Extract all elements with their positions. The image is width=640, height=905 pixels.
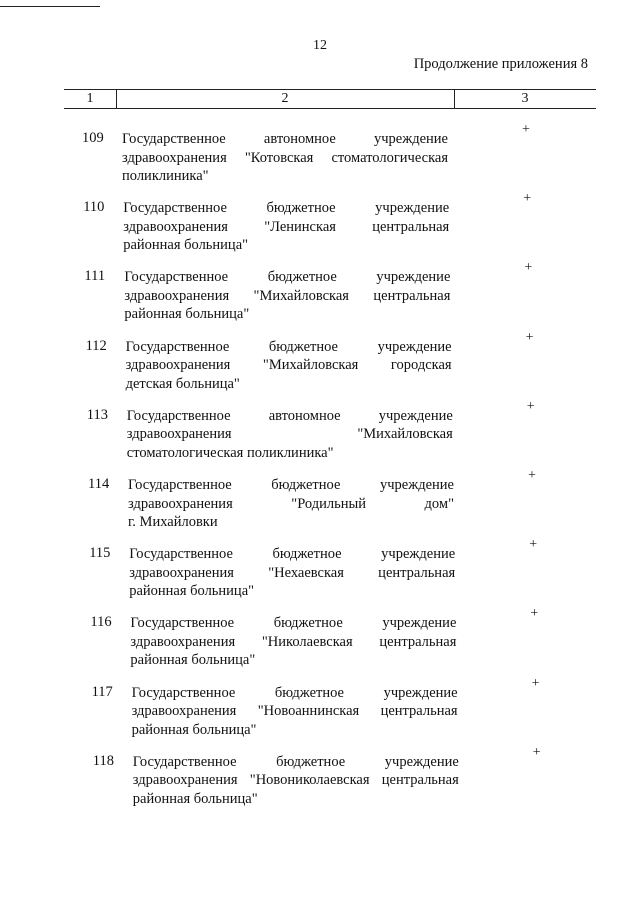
- institution-name-line: здравоохранения "Нехаевская центральная: [129, 564, 456, 581]
- row-number: 112: [85, 337, 107, 354]
- header-top-border: [64, 89, 596, 90]
- institution-name-line: Государственное бюджетное учреждение: [125, 338, 452, 355]
- institution-name-line: районная больница": [131, 721, 257, 738]
- table-row: [11, 744, 640, 813]
- institution-name-line: здравоохранения "Николаевская центральная: [130, 633, 457, 650]
- table-row: [6, 468, 640, 536]
- institution-name-line: здравоохранения "Новониколаевская центральная: [132, 772, 459, 789]
- row-number: 109: [82, 130, 104, 146]
- institution-name-line: поликлиника": [122, 168, 209, 184]
- institution-name-line: районная больница": [129, 583, 255, 600]
- institution-name-line: Государственное бюджетное учреждение: [130, 615, 457, 632]
- table-row: [10, 675, 640, 744]
- institution-name-line: г. Михайловки: [128, 514, 218, 530]
- institution-name-line: Государственное бюджетное учреждение: [131, 684, 458, 701]
- row-number: 113: [86, 406, 109, 423]
- institution-name-line: Государственное бюджетное учреждение: [123, 200, 450, 217]
- table-row: [2, 260, 640, 328]
- table-row: [7, 537, 640, 605]
- institution-name-line: здравоохранения "Михайловская центральная: [124, 287, 451, 304]
- institution-name-line: Государственное бюджетное учреждение: [129, 546, 456, 563]
- table-row: [1, 191, 640, 259]
- header-col-1: 1: [86, 91, 94, 106]
- institution-name-line: здравоохранения "Новоаннинская центральная: [131, 703, 458, 720]
- institution-name-line: детская больница": [125, 375, 240, 392]
- row-number: 116: [90, 614, 112, 631]
- inclusion-mark: +: [529, 537, 538, 553]
- institution-name: [122, 130, 448, 186]
- header-col-3: 3: [521, 91, 529, 106]
- row-number: 114: [88, 476, 110, 492]
- institution-name-line: районная больница": [123, 237, 249, 254]
- corner-rule: [0, 6, 100, 7]
- institution-name-line: районная больница": [130, 652, 256, 669]
- inclusion-mark: +: [531, 675, 540, 691]
- institution-name-line: Государственное бюджетное учреждение: [132, 753, 459, 770]
- institution-name: [128, 476, 454, 532]
- inclusion-mark: +: [528, 468, 536, 483]
- inclusion-mark: +: [530, 606, 539, 622]
- institution-name-line: Государственное автономное учреждение: [122, 131, 448, 147]
- table-row: [8, 606, 640, 674]
- institution-name: [126, 338, 452, 394]
- header-col-2: 2: [281, 91, 289, 106]
- inclusion-mark: +: [523, 191, 532, 207]
- institution-name-line: здравоохранения "Котовская стоматологическая: [122, 149, 448, 166]
- inclusion-mark: +: [532, 744, 541, 760]
- table-row: [4, 329, 640, 398]
- institution-name: [123, 199, 449, 255]
- row-number: 118: [92, 752, 115, 769]
- continuation-title: Продолжение приложения 8: [413, 56, 588, 72]
- inclusion-mark: +: [522, 122, 530, 137]
- inclusion-mark: +: [524, 260, 533, 276]
- institution-name-line: здравоохранения "Михайловская: [126, 426, 453, 443]
- row-number: 110: [83, 199, 105, 216]
- institution-name-line: здравоохранения "Михайловская городская: [125, 357, 452, 374]
- row-number: 117: [91, 683, 113, 700]
- inclusion-mark: +: [525, 329, 534, 345]
- institution-name-line: Государственное бюджетное учреждение: [128, 477, 454, 493]
- institution-name-line: районная больница": [124, 306, 250, 323]
- institution-name-line: здравоохранения "Ленинская центральная: [123, 218, 450, 235]
- inclusion-mark: +: [526, 398, 535, 414]
- institution-name: [124, 268, 450, 324]
- page-number: 12: [313, 38, 327, 53]
- institution-name: [127, 407, 453, 463]
- institution-name: [132, 684, 458, 740]
- row-number: 115: [89, 545, 111, 562]
- institution-name-line: стоматологическая поликлиника": [126, 444, 334, 461]
- institution-name-line: здравоохранения "Родильный дом": [128, 495, 454, 512]
- institution-name-line: Государственное бюджетное учреждение: [124, 269, 451, 286]
- table-row: [0, 122, 640, 190]
- table-header: [64, 89, 596, 109]
- institution-name: [133, 753, 459, 809]
- institution-name: [130, 614, 456, 670]
- row-number: 111: [84, 268, 106, 285]
- header-bottom-border: [64, 108, 596, 109]
- institution-name-line: Государственное автономное учреждение: [126, 407, 453, 424]
- institution-name-line: районная больница": [132, 790, 258, 807]
- institution-name: [129, 545, 455, 601]
- table-row: [5, 398, 640, 467]
